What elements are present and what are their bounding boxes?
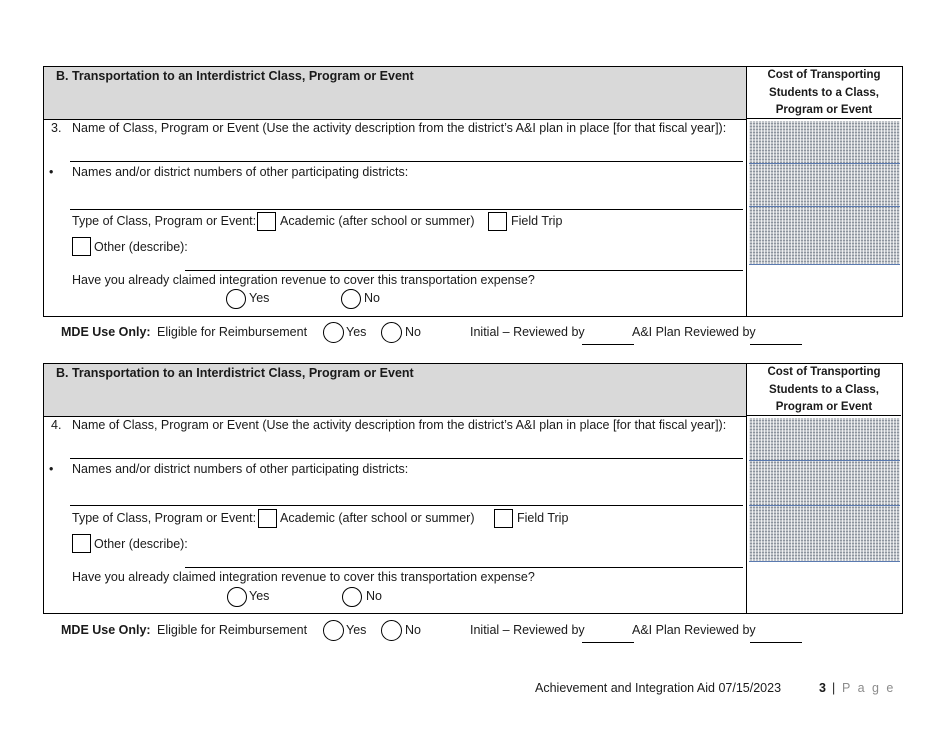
academic-label: Academic (after school or summer)	[280, 511, 475, 525]
other-label: Other (describe):	[94, 240, 188, 254]
claimed-no-radio[interactable]	[341, 289, 361, 309]
footer-doc-title: Achievement and Integration Aid 07/15/2023	[535, 681, 782, 695]
cost-column	[746, 364, 901, 613]
eligible-label: Eligible for Reimbursement	[157, 325, 308, 339]
name-field[interactable]	[70, 161, 743, 162]
cost-column-title: Cost of Transporting Students to a Class, Program or Event	[747, 67, 901, 119]
other-describe-field[interactable]	[185, 270, 743, 271]
mde-label: MDE Use Only:	[61, 623, 151, 637]
footer-page-word: P a g e	[842, 681, 896, 695]
eligible-no-label: No	[405, 623, 421, 637]
name-label: Name of Class, Program or Event (Use the activity description from the district’s A&I plan in place [for that fiscal year]):	[72, 418, 727, 432]
cost-input[interactable]	[749, 265, 900, 315]
mde-label: MDE Use Only:	[61, 325, 151, 339]
academic-label: Academic (after school or summer)	[280, 214, 475, 228]
eligible-no-radio[interactable]	[381, 620, 402, 641]
initial-reviewed-label: Initial – Reviewed by	[470, 623, 585, 637]
other-describe-field[interactable]	[185, 567, 743, 568]
footer-page-number: 3	[819, 681, 826, 695]
ai-plan-reviewed-field[interactable]	[750, 642, 802, 643]
transport-section-4	[43, 363, 903, 614]
eligible-yes-label: Yes	[346, 623, 367, 637]
section-header-title: B. Transportation to an Interdistrict Class, Program or Event	[56, 69, 414, 83]
claimed-question: Have you already claimed integration revenue to cover this transportation expense?	[72, 273, 535, 287]
cost-column-title: Cost of Transporting Students to a Class, Program or Event	[747, 364, 901, 416]
eligible-yes-label: Yes	[346, 325, 367, 339]
claimed-yes-radio[interactable]	[227, 587, 247, 607]
eligible-yes-radio[interactable]	[323, 620, 344, 641]
claimed-no-label: No	[366, 589, 382, 603]
districts-field[interactable]	[70, 209, 743, 210]
bullet: •	[49, 165, 54, 179]
section-header	[44, 364, 746, 417]
eligible-no-label: No	[405, 325, 421, 339]
ai-plan-reviewed-label: A&I Plan Reviewed by	[632, 623, 756, 637]
section-header	[44, 67, 746, 120]
bullet: •	[49, 462, 54, 476]
item-number: 3.	[51, 121, 62, 135]
field-trip-checkbox[interactable]	[494, 509, 513, 528]
cost-shaded-area	[749, 418, 900, 562]
cost-input[interactable]	[749, 562, 900, 612]
claimed-yes-radio[interactable]	[226, 289, 246, 309]
eligible-no-radio[interactable]	[381, 322, 402, 343]
other-checkbox[interactable]	[72, 534, 91, 553]
other-label: Other (describe):	[94, 537, 188, 551]
claimed-no-label: No	[364, 291, 380, 305]
transport-section-3	[43, 66, 903, 317]
footer-separator: |	[832, 681, 836, 695]
ai-plan-reviewed-label: A&I Plan Reviewed by	[632, 325, 756, 339]
initial-reviewed-field[interactable]	[582, 642, 634, 643]
other-checkbox[interactable]	[72, 237, 91, 256]
academic-checkbox[interactable]	[258, 509, 277, 528]
field-trip-label: Field Trip	[511, 214, 563, 228]
claimed-yes-label: Yes	[249, 291, 270, 305]
name-field[interactable]	[70, 458, 743, 459]
section-header-title: B. Transportation to an Interdistrict Class, Program or Event	[56, 366, 414, 380]
eligible-yes-radio[interactable]	[323, 322, 344, 343]
cost-column	[746, 67, 901, 316]
type-label: Type of Class, Program or Event:	[72, 511, 257, 525]
eligible-label: Eligible for Reimbursement	[157, 623, 308, 637]
initial-reviewed-field[interactable]	[582, 344, 634, 345]
districts-field[interactable]	[70, 505, 743, 506]
ai-plan-reviewed-field[interactable]	[750, 344, 802, 345]
districts-label: Names and/or district numbers of other participating districts:	[72, 165, 409, 179]
name-label: Name of Class, Program or Event (Use the activity description from the district’s A&I plan in place [for that fiscal year]):	[72, 121, 727, 135]
districts-label: Names and/or district numbers of other participating districts:	[72, 462, 409, 476]
claimed-question: Have you already claimed integration revenue to cover this transportation expense?	[72, 570, 535, 584]
field-trip-label: Field Trip	[517, 511, 569, 525]
academic-checkbox[interactable]	[257, 212, 276, 231]
claimed-yes-label: Yes	[249, 589, 270, 603]
field-trip-checkbox[interactable]	[488, 212, 507, 231]
initial-reviewed-label: Initial – Reviewed by	[470, 325, 585, 339]
type-label: Type of Class, Program or Event:	[72, 214, 257, 228]
claimed-no-radio[interactable]	[342, 587, 362, 607]
cost-shaded-area	[749, 121, 900, 265]
item-number: 4.	[51, 418, 62, 432]
